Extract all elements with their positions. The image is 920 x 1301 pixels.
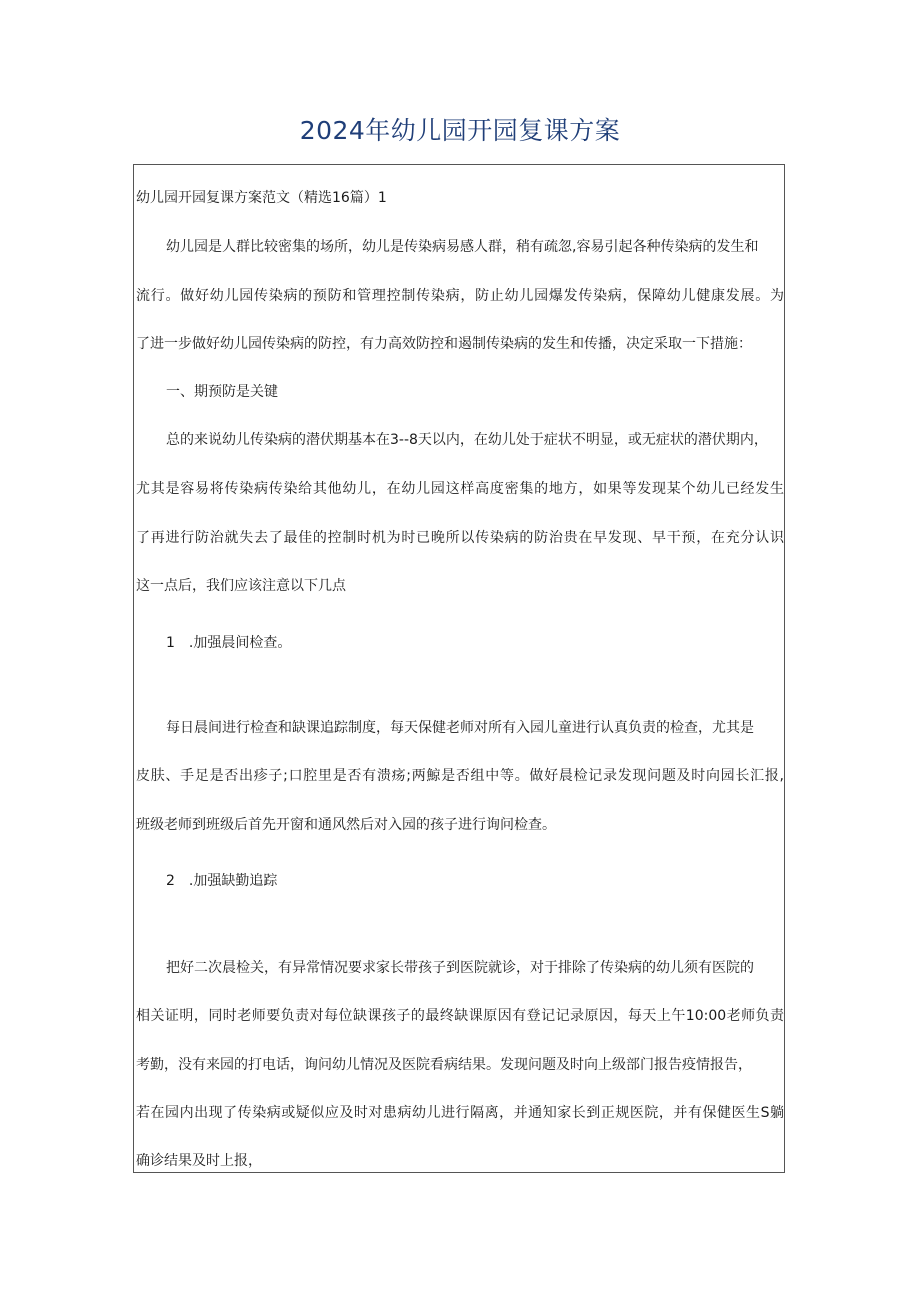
para3-line2: 皮肤、手足是否出疹子;口腔里是否有溃疡;两鯨是否组中等。做好晨检记录发现问题及时向园长汇报, bbox=[136, 768, 784, 784]
document-title: 2024年幼儿园开园复课方案 bbox=[299, 116, 621, 145]
para1-line3: 了进一步做好幼儿园传染病的防控，有力高效防控和遏制传染病的发生和传播，决定采取一下措施： bbox=[136, 336, 752, 352]
para2-line4: 这一点后，我们应该注意以下几点 bbox=[136, 578, 346, 594]
para2-line2: 尤其是容易将传染病传染给其他幼儿，在幼儿园这样高度密集的地方，如果等发现某个幼儿已经发生 bbox=[136, 481, 784, 497]
para1-line2: 流行。做好幼儿园传染病的预防和管理控制传染病，防止幼儿园爆发传染病，保障幼儿健康发展。为 bbox=[136, 288, 784, 304]
list-item-2: 2 .加强缺勤追踪 bbox=[166, 873, 278, 889]
para4-line2: 相关证明，同时老师要负责对每位缺课孩子的最终缺课原因有登记记录原因，每天上午10:00老师负责 bbox=[136, 1008, 784, 1024]
para4-line1: 把好二次晨检关，有异常情况要求家长带孩子到医院就诊，对于排除了传染病的幼儿须有医院的 bbox=[166, 960, 754, 976]
subtitle: 幼儿园开园复课方案范文（精选16篇）1 bbox=[136, 190, 387, 206]
para4-line4: 若在园内出现了传染病或疑似应及时对患病幼儿进行隔离，并通知家长到正规医院，并有保健医生S躺 bbox=[136, 1105, 784, 1121]
para2-line3: 了再进行防治就失去了最佳的控制时机为时已晚所以传染病的防治贵在早发现、早干预，在充分认识 bbox=[136, 530, 784, 546]
list-item-1: 1 .加强晨间检查。 bbox=[166, 635, 292, 651]
para3-line3: 班级老师到班级后首先开窗和通风然后对入园的孩子进行询问检查。 bbox=[136, 817, 556, 833]
para4-line3: 考勤，没有来园的打电话，询问幼儿情况及医院看病结果。发现问题及时向上级部门报告疫情报告， bbox=[136, 1057, 752, 1073]
section-heading-1: 一、期预防是关键 bbox=[166, 384, 278, 400]
para2-line1: 总的来说幼儿传染病的潜伏期基本在3--8天以内，在幼儿处于症状不明显，或无症状的潜伏期内， bbox=[166, 432, 768, 448]
para4-line5: 确诊结果及时上报， bbox=[136, 1153, 262, 1169]
para3-line1: 每日晨间进行检查和缺课追踪制度，每天保健老师对所有入园儿童进行认真负责的检查，尤其是 bbox=[166, 720, 754, 736]
para1-line1: 幼儿园是人群比较密集的场所，幼儿是传染病易感人群，稍有疏忽,容易引起各种传染病的发生和 bbox=[166, 239, 759, 255]
